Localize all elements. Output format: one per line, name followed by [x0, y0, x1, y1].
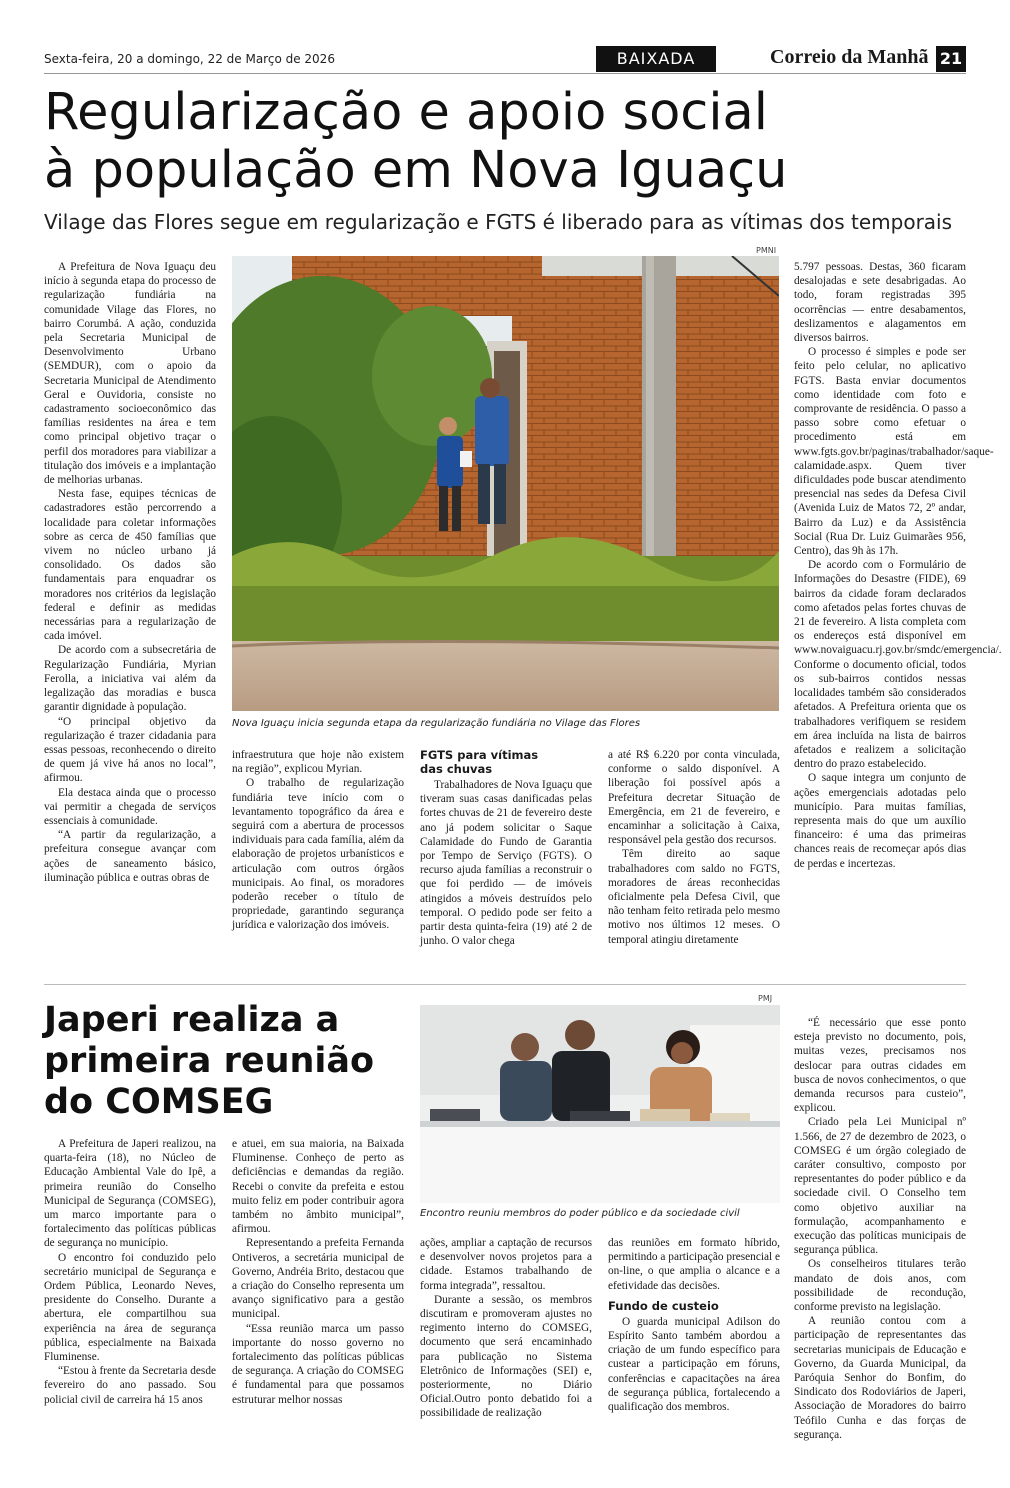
- paragraph: Representando a prefeita Fernanda Ontiveros, a secretária municipal de Governo, Andréia Brito, destacou que a criação do Conselho representa um avanço significativo para a gestão municipal.: [232, 1237, 404, 1321]
- page-header: [44, 44, 966, 74]
- paragraph: e atuei, em sua maioria, na Baixada Fluminense. Conheço de perto as deficiências e demandas da região. Recebi o convite da prefeita e estou muito feliz em poder contribuir agora também no âmbito municipal”, afirmou.: [232, 1138, 404, 1236]
- paragraph: Têm direito ao saque trabalhadores com saldo no FGTS, moradores de áreas reconhecidas oficialmente pela Defesa Civil, que não tenham feito retirada pelo mesmo motivo nos últimos 12 meses. O temporal atingiu diretamente: [608, 848, 780, 946]
- article2-col4: [608, 1236, 780, 1414]
- paragraph: O guarda municipal Adilson do Espírito Santo também abordou a criação de um fundo específico para custear a participação em fóruns, conferências e capacitações na área de segurança pública, fortalecendo a qualificação dos membros.: [608, 1315, 780, 1414]
- paragraph: a até R$ 6.220 por conta vinculada, conforme o saldo disponível. A liberação foi possível após a Prefeitura decretar Situação de Emergência, em 21 de fevereiro, e encaminhar a solicitação à Caixa, responsável pela gestão dos recursos.: [608, 749, 780, 847]
- page-number: 21: [936, 46, 966, 72]
- paragraph: “A partir da regularização, a prefeitura consegue avançar com ações de saneamento básico, iluminação pública e outras obras de: [44, 829, 216, 884]
- paragraph: 5.797 pessoas. Destas, 360 ficaram desalojadas e sete desabrigadas. Ao todo, foram registradas 395 ocorrências — entre desabamentos, deslizamentos e alagamentos em diversos bairros.: [794, 261, 966, 345]
- paragraph: O encontro foi conduzido pelo secretário municipal de Segurança e Ordem Pública, Leonardo Neves, presidente do Conselho. Durante a abertura, ele compartilhou sua experiência na área de segurança pública, especialmente na Baixada Fluminense.: [44, 1251, 216, 1364]
- paragraph: “Estou à frente da Secretaria desde fevereiro do ano passado. Sou policial civil de carreira há 15 anos: [44, 1365, 216, 1406]
- article2-col3: [420, 1236, 592, 1421]
- paragraph: Ela destaca ainda que o processo vai permitir a chegada de serviços essenciais à comunidade.: [44, 786, 216, 827]
- masthead: Correio da Manhã: [770, 46, 929, 68]
- photo2-caption: Encontro reuniu membros do poder público e da sociedade civil: [420, 1208, 740, 1219]
- paragraph: Trabalhadores de Nova Iguaçu que tiveram suas casas danificadas pelas fortes chuvas de 21 de fevereiro deste ano já podem solicitar o Saque Calamidade do Fundo de Garantia por Tempo de Serviço (FGTS). O recurso ajuda famílias a reconstruir o que foi perdido — de imóveis atingidos a móveis destruídos pelo temporal. O pedido pode ser feito a partir desta quinta-feira (19) até 2 de junho. O valor chega: [420, 779, 592, 948]
- meeting-illustration: [420, 1005, 780, 1203]
- paragraph: A Prefeitura de Nova Iguaçu deu início à segunda etapa do processo de regularização fundiária na comunidade Vilage das Flores, no bairro Corumbá. A ação, conduzida pela Secretaria Municipal de Desenvolvimento Urbano (SEMDUR), com o apoio da Secretaria Municipal de Atendimento Geral e Ouvidoria, consiste no cadastramento socioeconômico das famílias residentes na área e tem como principal objetivo traçar o perfil dos moradores para viabilizar a titulação dos imóveis e a implantação de melhorias urbanas.: [44, 261, 216, 487]
- photo1-credit: PMNI: [756, 246, 777, 255]
- headline-line1: Regularização e apoio social: [44, 83, 768, 142]
- article1-col5: [794, 260, 1002, 871]
- paragraph: Nesta fase, equipes técnicas de cadastradores estão percorrendo a localidade para coletar informações sobre as cerca de 450 famílias que vivem no núcleo urbano já consolidado. Os dados são fundamentais para enquadrar os moradores nos critérios da legislação federal e definir as medidas necessárias para a regularização de cada imóvel.: [44, 488, 216, 643]
- header-rule: [44, 73, 966, 74]
- paragraph: infraestrutura que hoje não existem na região”, explicou Myrian.: [232, 749, 404, 776]
- article2-col2: [232, 1137, 404, 1407]
- paragraph: A reunião contou com a participação de representantes das secretarias municipais de Educação e Governo, da Guarda Municipal, da Paróquia Senhor do Bonfim, do Sindicato dos Rodoviários de Japeri, Associação de Moradores do bairro Teófilo Cunha e das forças de segurança.: [794, 1315, 966, 1441]
- paragraph: Os conselheiros titulares terão mandato de dois anos, com possibilidade de recondução, conforme previsto na legislação.: [794, 1258, 966, 1314]
- paragraph: De acordo com a subsecretária de Regularização Fundiária, Myrian Ferolla, a iniciativa vai além da legalização das moradias e busca garantir dignidade à população.: [44, 644, 216, 714]
- paragraph: “Essa reunião marca um passo importante do nosso governo no fortalecimento das políticas públicas de segurança. A criação do COMSEG é fundamental para que possamos estruturar melhor nossas: [232, 1322, 404, 1406]
- article1-col1: [44, 260, 216, 885]
- street-scene-illustration: [232, 256, 779, 711]
- paragraph: De acordo com o Formulário de Informações do Desastre (FIDE), 69 bairros da cidade foram declarados como afetados pelas fortes chuvas de 21 de fevereiro. A lista completa com os endereços está disponível em www.novaiguacu.rj.gov.br/smdc/emergencia/. Conforme o documento oficial, todos os sub-bairros contidos nessas localidades também são considerados afetados. A Prefeitura orienta que os trabalhadores verifiquem se residem em área incluída na lista de bairros afetados e realizem a solicitação dentro do prazo estabelecido.: [794, 559, 1002, 771]
- paragraph: Criado pela Lei Municipal nº 1.566, de 27 de dezembro de 2023, o COMSEG é um órgão colegiado de caráter consultivo, composto por representantes do poder público e da sociedade civil. O Conselho tem como objetivo auxiliar na formulação, acompanhamento e execução das políticas municipais de segurança pública.: [794, 1116, 966, 1257]
- paragraph: das reuniões em formato híbrido, permitindo a participação presencial e on-line, o que amplia o alcance e a efetividade das decisões.: [608, 1237, 780, 1292]
- article1-col3: [420, 748, 592, 948]
- paragraph: “É necessário que esse ponto esteja previsto no documento, pois, muitas vezes, precisamos nos deslocar para outras cidades em busca de novos conhecimentos, o que demanda recursos para custeio”, explicou.: [794, 1017, 966, 1115]
- paragraph: A Prefeitura de Japeri realizou, na quarta-feira (18), no Núcleo de Educação Ambiental Vale do Ipê, a primeira reunião do Conselho Municipal de Segurança (COMSEG), um marco importante para o fortalecimento das políticas públicas de segurança no município.: [44, 1138, 216, 1250]
- section-tag: BAIXADA: [596, 46, 716, 72]
- subheading-line2: das chuvas: [420, 762, 493, 776]
- subheading-line1: FGTS para vítimas: [420, 748, 539, 762]
- paragraph: Durante a sessão, os membros discutiram e promoveram ajustes no regimento interno do COMSEG, documento que será encaminhado para publicação no Sistema Eletrônico de Informações (SEI) e, posteriormente, no Diário Oficial.Outro ponto debatido foi a possibilidade de realização: [420, 1293, 592, 1420]
- article1-headline: [44, 84, 964, 200]
- paragraph: “O principal objetivo da regularização é trazer cidadania para essas pessoas, reconhecendo o direito de quem já vive há anos no local”, afirmou.: [44, 715, 216, 785]
- subheading-fundo: Fundo de custeio: [608, 1298, 719, 1313]
- article2-col1: [44, 1137, 216, 1407]
- subheading-fgts: [420, 748, 592, 776]
- dateline: Sexta-feira, 20 a domingo, 22 de Março de 2026: [44, 52, 335, 66]
- article1-col4: [608, 748, 780, 947]
- headline-line2: à população em Nova Iguaçu: [44, 141, 788, 200]
- paragraph: ações, ampliar a captação de recursos e desenvolver novos projetos para a cidade. Estamos trabalhando de forma integrada”, ressaltou.: [420, 1237, 592, 1292]
- paragraph: O trabalho de regularização fundiária teve início com o levantamento topográfico da área e seguirá com a abertura de processos individuais para cada família, além da elaboração de projetos urbanísticos e articulação com outros órgãos municipais. Ao final, os moradores poderão receber o título de propriedade, garantindo segurança jurídica e valorização dos imóveis.: [232, 777, 404, 932]
- article1-col2: [232, 748, 404, 933]
- article2-headline: Japeri realiza a primeira reunião do COMSEG: [44, 1000, 375, 1122]
- paragraph: O processo é simples e pode ser feito pelo celular, no aplicativo FGTS. Basta enviar documentos como identidade com foto e comprovante de residência. O passo a passo sobre como efetuar o procedimento está em www.fgts.gov.br/paginas/trabalhador/saque-calamidade.aspx. Quem tiver dificuldades pode buscar atendimento presencial nas sedes da Defesa Civil (Avenida Luiz de Matos 72, 2º andar, Bairro da Luz) e da Assistência Social (Rua Dr. Luiz Guimarães 956, Centro), das 9h às 17h.: [794, 346, 994, 558]
- meeting-photo: [420, 1005, 780, 1203]
- paragraph: O saque integra um conjunto de ações emergenciais adotadas pelo município. Para muitas famílias, representa mais do que um auxílio financeiro: é uma das primeiras chances reais de recomeçar após dias de perdas e incertezas.: [794, 772, 966, 870]
- photo1-caption: Nova Iguaçu inicia segunda etapa da regularização fundiária no Vilage das Flores: [232, 718, 641, 729]
- street-scene-photo: [232, 256, 779, 711]
- photo2-credit: PMJ: [758, 994, 773, 1003]
- article-divider: [44, 984, 966, 985]
- article2-col5: [794, 1016, 966, 1442]
- article1-subhead: Vilage das Flores segue em regularização e FGTS é liberado para as vítimas dos temporais: [44, 210, 953, 234]
